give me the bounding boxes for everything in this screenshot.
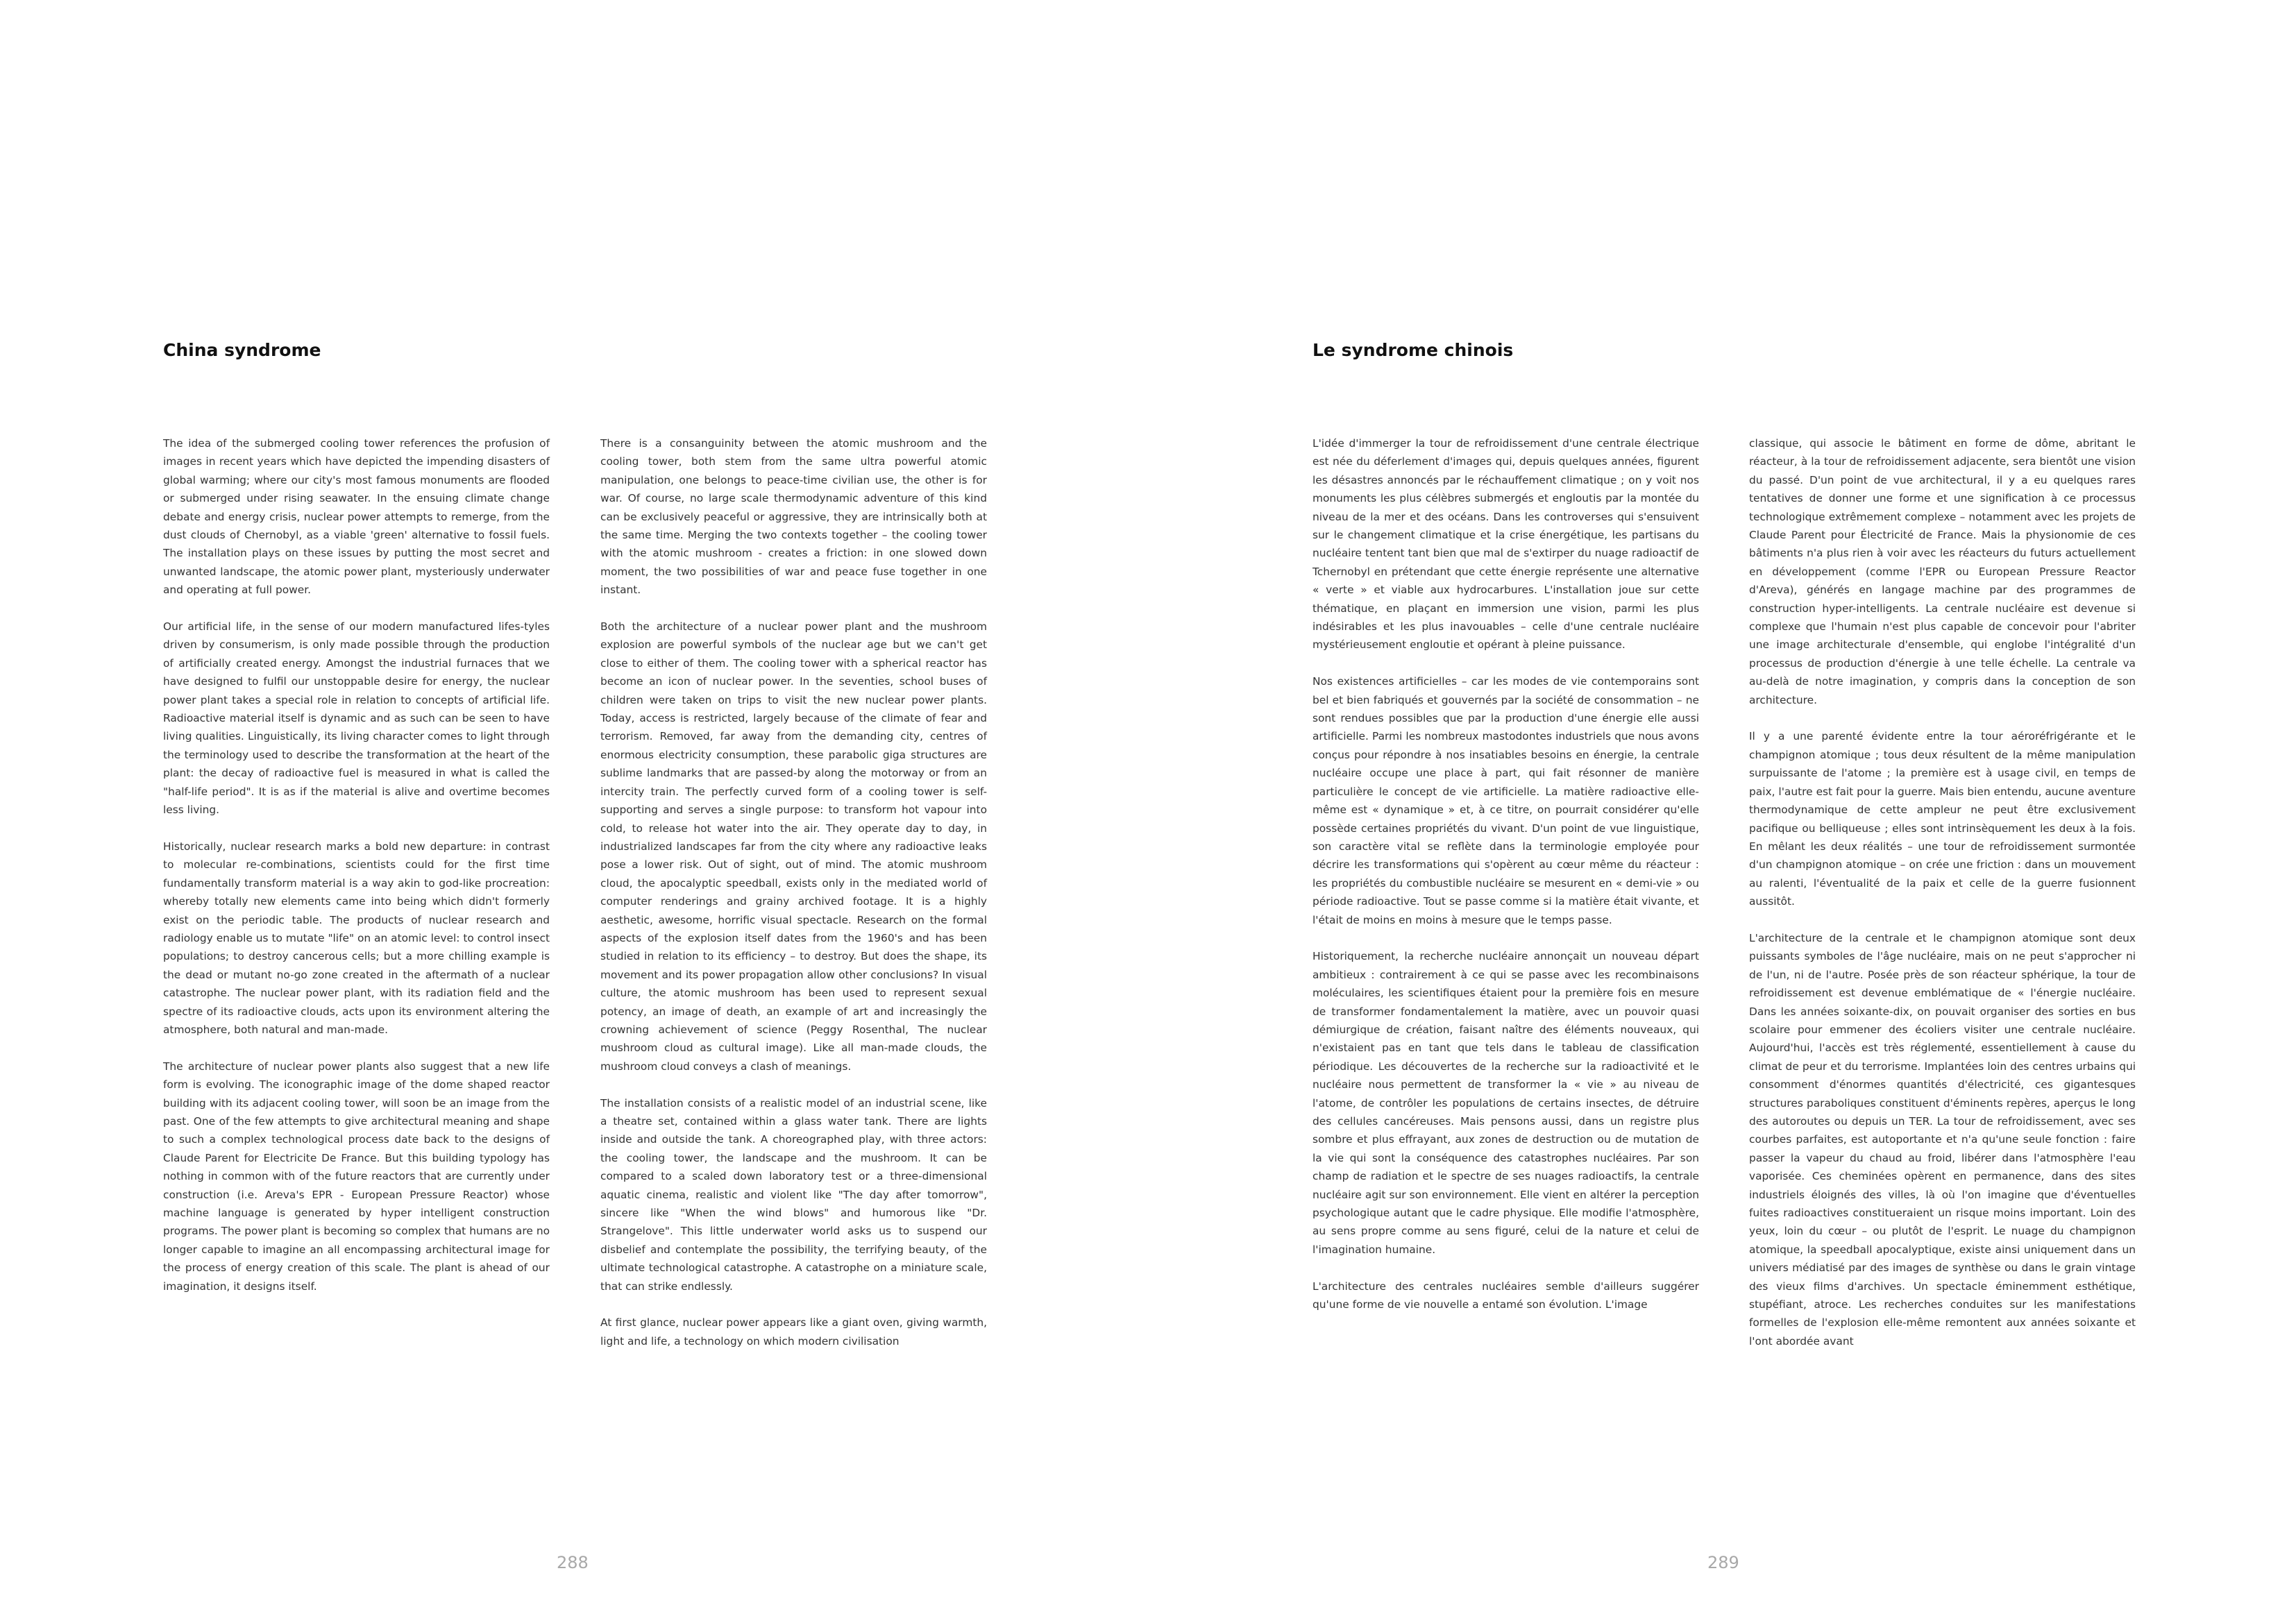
- paragraph: Il y a une parenté évidente entre la tour aéroréfrigérante et le champignon atomique ; tous deux résultent de la même manipulation surpuissante de l'atome ; la première est à usage civil, en temps de paix, l'autre est fait pour la guerre. Mais bien entendu, aucune aventure thermodynamique de cette ampleur ne peut être exclusivement pacifique ou belliqueuse ; elles sont intrinsèquement les deux à la fois. En mêlant les deux réalités – une tour de refroidissement surmontée d'un champignon atomique – on crée une friction : dans un mouvement au ralenti, l'éventualité de la paix et celle de la guerre fusionnent aussitôt.: [1749, 730, 2136, 908]
- paragraph: The architecture of nuclear power plants also suggest that a new life form is evolving. The iconographic image of the dome shaped reactor building with its adjacent cooling tower, will soon be an image from the past. One of the few attempts to give architectural meaning and shape to such a complex technological process date back to the designs of Claude Parent for Electricite De France. But this building typology has nothing in common with of the future reactors that are currently under construction (i.e. Areva's EPR - European Pressure Reactor) whose machine language is generated by hyper intelligent construction programs. The power plant is becoming so complex that humans are no longer capable to imagine an all encompassing architectural image for the process of energy creation of this scale. The plant is ahead of our imagination, it designs itself.: [163, 1060, 550, 1293]
- paragraph: classique, qui associe le bâtiment en forme de dôme, abritant le réacteur, à la tour de refroidissement adjacente, sera bientôt une vision du passé. D'un point de vue architectural, il y a eu quelques rares tentatives de donner une forme et une signification à ce processus technologique extrêmement complexe – notamment avec les projets de Claude Parent pour Électricité de France. Mais la physionomie de ces bâtiments n'a plus rien à voir avec les réacteurs du futurs actuellement en développement (comme l'EPR ou European Pressure Reactor d'Areva), générés en langage machine par des programmes de construction hyper-intelligents. La centrale nucléaire est devenue si complexe que l'humain n'est plus capable de concevoir pour l'abriter une image architecturale d'ensemble, qui englobe l'intégralité d'un processus de production d'énergie à une telle échelle. La centrale va au-delà de notre imagination, y compris dans la conception de son architecture.: [1749, 437, 2136, 706]
- paragraph: There is a consanguinity between the atomic mushroom and the cooling tower, both stem from the same ultra powerful atomic manipulation, one belongs to peace-time civilian use, the other is for war. Of course, no large scale thermodynamic adventure of this kind can be exclusively peaceful or aggressive, they are intrinsically both at the same time. Merging the two contexts together – the cooling tower with the atomic mushroom - creates a friction: in one slowed down moment, the two possibilities of war and peace fuse together in one instant.: [600, 437, 987, 597]
- paragraph: Historiquement, la recherche nucléaire annonçait un nouveau départ ambitieux : contrairement à ce qui se passe avec les recombinaisons moléculaires, les scientifiques étaient pour la première fois en mesure de transformer fondamentalement la matière, avec un pouvoir quasi démiurgique de création, faisant naître des éléments nouveaux, qui n'existaient pas en tant que tels dans le tableau de classification périodique. Les découvertes de la recherche sur la radioactivité et le nucléaire nous permettent de transformer la « vie » au niveau de l'atome, de contrôler les populations de certains insectes, de détruire des cellules cancéreuses. Mais pensons aussi, dans un registre plus sombre et plus effrayant, aux zones de destruction ou de mutation de la vie qui sont la conséquence des catastrophes nucléaires. Par son champ de radiation et le spectre de ses nuages radioactifs, la centrale nucléaire agit sur son environnement. Elle vient en altérer la perception psychologique autant que le cadre physique. Elle modifie l'atmosphère, au sens propre comme au sens figuré, celui de la nature et celui de l'imagination humaine.: [1312, 950, 1699, 1256]
- paragraph: Nos existences artificielles – car les modes de vie contemporains sont bel et bien fabriqués et gouvernés par la société de consommation – ne sont rendues possibles que par la production d'une énergie elle aussi artificielle. Parmi les nombreux mastodontes industriels que nous avons conçus pour répondre à nos insatiables besoins en énergie, la centrale nucléaire occupe une place à part, qui fait résonner de manière particulière le concept de vie artificielle. La matière radioactive elle-même est « dynamique » et, à ce titre, on pourrait considérer qu'elle possède certaines propriétés du vivant. D'un point de vue linguistique, son caractère vital se reflète dans la terminologie employée pour décrire les transformations qui s'opèrent au cœur même du réacteur : les propriétés du combustible nucléaire se mesurent en « demi-vie » ou période radioactive. Tout se passe comme si la matière était vivante, et l'était de moins en moins à mesure que le temps passe.: [1312, 675, 1699, 926]
- paragraph: Both the architecture of a nuclear power plant and the mushroom explosion are powerful symbols of the nuclear age but we can't get close to either of them. The cooling tower with a spherical reactor has become an icon of nuclear power. In the seventies, school buses of children were taken on trips to visit the new nuclear power plants. Today, access is restricted, largely because of the climate of fear and terrorism. Removed, far away from the demanding city, centres of enormous electricity consumption, these parabolic giga structures are sublime landmarks that are passed-by along the motorway or from an intercity train. The perfectly curved form of a cooling tower is self-supporting and serves a single purpose: to transform hot vapour into cold, to release hot water into the air. They operate day to day, in industrialized landscapes far from the city where any radioactive leaks pose a lower risk. Out of sight, out of mind. The atomic mushroom cloud, the apocalyptic speedball, exists only in the mediated world of computer renderings and grainy archived footage. It is a highly aesthetic, awesome, horrific visual spectacle. Research on the formal aspects of the explosion itself dates from the 1960's and has been studied in relation to its efficiency – to destroy. But does the shape, its movement and its power propagation allow other conclusions? In visual culture, the atomic mushroom has been used to represent sexual potency, an image of death, an example of art and increasingly the crowning achievement of science (Peggy Rosenthal, The nuclear mushroom cloud as cultural image). Like all man-made clouds, the mushroom cloud conveys a clash of meanings.: [600, 620, 987, 1073]
- paragraph: L'architecture de la centrale et le champignon atomique sont deux puissants symboles de l'âge nucléaire, mais on ne peut s'approcher ni de l'un, ni de l'autre. Posée près de son réacteur sphérique, la tour de refroidissement est devenue emblématique de « l'énergie nucléaire. Dans les années soixante-dix, on pouvait organiser des sorties en bus scolaire pour emmener des écoliers visiter une centrale nucléaire. Aujourd'hui, l'accès est très réglementé, essentiellement à cause du climat de peur et du terrorisme. Implantées loin des centres urbains qui consomment d'énormes quantités d'électricité, ces gigantesques structures paraboliques constituent d'éminents repères, aperçus le long des autoroutes ou depuis un TER. La tour de refroidissement, avec ses courbes parfaites, est autoportante et n'a qu'une seule fonction : faire passer la vapeur du chaud au froid, libérer dans l'atmosphère l'eau vaporisée. Ces cheminées opèrent en permanence, dans des sites industriels éloignés des villes, là où l'on imagine que d'éventuelles fuites radioactives constitueraient un risque moins important. Loin des yeux, loin du cœur – ou plutôt de l'esprit. Le nuage du champignon atomique, la speedball apocalyptique, existe ainsi uniquement dans un univers médiatisé par des images de synthèse ou dans le grain vintage des vieux films d'archives. Un spectacle éminemment esthétique, stupéfiant, atroce. Les recherches conduites sur les manifestations formelles de l'explosion elle-même remontent aux années soixante et l'ont abordée avant: [1749, 931, 2136, 1348]
- page-number: 288: [557, 1553, 589, 1572]
- paragraph: Historically, nuclear research marks a bold new departure: in contrast to molecular re-combinations, scientists could for the first time fundamentally transform material is a way akin to god-like procreation: whereby totally new elements came into being which didn't formerly exist on the periodic table. The products of nuclear research and radiology enable us to mutate "life" on an atomic level: to control insect populations; to destroy cancerous cells; but a more chilling example is the dead or mutant no-go zone created in the aftermath of a nuclear catastrophe. The nuclear power plant, with its radiation field and the spectre of its radioactive clouds, acts upon its environment altering the atmosphere, both natural and man-made.: [163, 840, 550, 1036]
- text-column-2: [1749, 434, 2136, 1369]
- paragraph: Our artificial life, in the sense of our modern manufactured lifes-tyles driven by consumerism, is only made possible through the production of artificially created energy. Amongst the industrial furnaces that we have designed to fulfil our unstoppable desire for energy, the nuclear power plant takes a special role in relation to concepts of artificial life. Radioactive material itself is dynamic and as such can be seen to have living qualities. Linguistically, its living character comes to light through the terminology used to describe the transformation at the heart of the plant: the decay of radioactive fuel is measured in what is called the "half-life period". It is as if the material is alive and overtime becomes less living.: [163, 620, 550, 817]
- paragraph: L'idée d'immerger la tour de refroidissement d'une centrale électrique est née du déferlement d'images qui, depuis quelques années, figurent les désastres annoncés par le réchauffement climatique ; on y voit nos monuments les plus célèbres submergés et engloutis par la montée du niveau de la mer et des océans. Dans les controverses qui s'ensuivent sur le changement climatique et la crise énergétique, les partisans du nucléaire tentent tant bien que mal de s'extirper du nuage radioactif de Tchernobyl en prétendant que cette énergie représente une alternative « verte » et viable aux hydrocarbures. L'installation joue sur cette thématique, en plaçant en immersion une vision, parmi les plus indésirables et les plus inavouables – celle d'une centrale nucléaire mystérieusement engloutie et opérant à pleine puissance.: [1312, 437, 1699, 652]
- right-page: [1148, 0, 2296, 1623]
- paragraph: The installation consists of a realistic model of an industrial scene, like a theatre set, contained within a glass water tank. There are lights inside and outside the tank. A choreographed play, with three actors: the cooling tower, the landscape and the mushroom. It can be compared to a scaled down laboratory test or a three-dimensional aquatic cinema, realistic and violent like "The day after tomorrow", sincere like "When the wind blows" and humorous like "Dr. Strangelove". This little underwater world asks us to suspend our disbelief and contemplate the possibility, the terrifying beauty, of the ultimate technological catastrophe. A catastrophe on a miniature scale, that can strike endlessly.: [600, 1096, 987, 1293]
- text-column-2: [600, 434, 987, 1369]
- paragraph: L'architecture des centrales nucléaires semble d'ailleurs suggérer qu'une forme de vie nouvelle a entamé son évolution. L'image: [1312, 1280, 1699, 1311]
- text-column-1: [163, 434, 550, 1314]
- text-column-1: [1312, 434, 1699, 1332]
- paragraph: At first glance, nuclear power appears like a giant oven, giving warmth, light and life, a technology on which modern civilisation: [600, 1316, 987, 1348]
- paragraph: The idea of the submerged cooling tower references the profusion of images in recent years which have depicted the impending disasters of global warming; where our city's most famous monuments are flooded or submerged under rising seawater. In the ensuing climate change debate and energy crisis, nuclear power attempts to remerge, from the dust clouds of Chernobyl, as a viable 'green' alternative to fossil fuels. The installation plays on these issues by putting the most secret and unwanted landscape, the atomic power plant, mysteriously underwater and operating at full power.: [163, 437, 550, 597]
- page-title: China syndrome: [163, 340, 321, 360]
- page-title: Le syndrome chinois: [1312, 340, 1514, 360]
- page-number: 289: [1707, 1553, 1739, 1572]
